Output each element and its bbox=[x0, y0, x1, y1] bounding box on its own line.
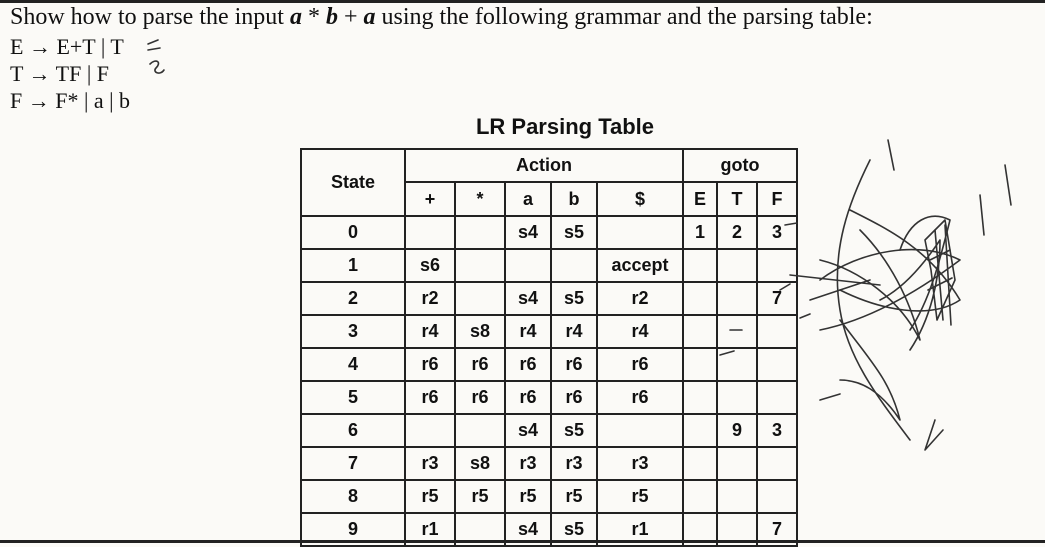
cell-T bbox=[717, 249, 757, 282]
table-row bbox=[301, 447, 797, 480]
cell-state: 5 bbox=[301, 381, 405, 414]
cell-a: r6 bbox=[505, 348, 551, 381]
cell-F bbox=[757, 447, 797, 480]
col-header-star: * bbox=[455, 182, 505, 216]
table-row bbox=[301, 381, 797, 414]
cell-E bbox=[683, 381, 717, 414]
cell-plus: r2 bbox=[405, 282, 455, 315]
cell-plus: r3 bbox=[405, 447, 455, 480]
cell-star: r6 bbox=[455, 381, 505, 414]
cell-plus: s6 bbox=[405, 249, 455, 282]
cell-dollar: r5 bbox=[597, 480, 683, 513]
cell-b: s5 bbox=[551, 513, 597, 546]
cell-plus bbox=[405, 216, 455, 249]
col-header-E: E bbox=[683, 182, 717, 216]
cell-plus: r6 bbox=[405, 381, 455, 414]
cell-dollar: r2 bbox=[597, 282, 683, 315]
table-row bbox=[301, 348, 797, 381]
state-header: State bbox=[301, 149, 405, 216]
cell-state: 0 bbox=[301, 216, 405, 249]
cell-dollar: r4 bbox=[597, 315, 683, 348]
cell-E bbox=[683, 414, 717, 447]
lr-parsing-table bbox=[300, 148, 798, 547]
cell-dollar: r3 bbox=[597, 447, 683, 480]
cell-E bbox=[683, 447, 717, 480]
cell-plus: r4 bbox=[405, 315, 455, 348]
col-header-T: T bbox=[717, 182, 757, 216]
table-row bbox=[301, 249, 797, 282]
cell-plus: r5 bbox=[405, 480, 455, 513]
cell-state: 1 bbox=[301, 249, 405, 282]
col-header-a: a bbox=[505, 182, 551, 216]
cell-F: 7 bbox=[757, 513, 797, 546]
problem-op-times: * bbox=[301, 4, 326, 30]
cell-a: s4 bbox=[505, 216, 551, 249]
cell-b: r4 bbox=[551, 315, 597, 348]
col-header-F: F bbox=[757, 182, 797, 216]
cell-T: 9 bbox=[717, 414, 757, 447]
grammar-rule-F: F → F* | a | b bbox=[10, 88, 131, 113]
cell-b: r3 bbox=[551, 447, 597, 480]
cell-star: s8 bbox=[455, 447, 505, 480]
cell-a: s4 bbox=[505, 513, 551, 546]
cell-state: 9 bbox=[301, 513, 405, 546]
cell-T: 2 bbox=[717, 216, 757, 249]
table-row bbox=[301, 414, 797, 447]
action-header: Action bbox=[405, 149, 683, 182]
cell-E bbox=[683, 480, 717, 513]
cell-state: 4 bbox=[301, 348, 405, 381]
margin-mark-2 bbox=[150, 61, 164, 73]
cell-T bbox=[717, 381, 757, 414]
problem-var-b: b bbox=[325, 4, 338, 30]
cell-plus bbox=[405, 414, 455, 447]
cell-b: s5 bbox=[551, 282, 597, 315]
cell-b: r6 bbox=[551, 381, 597, 414]
cell-T bbox=[717, 282, 757, 315]
cell-E: 1 bbox=[683, 216, 717, 249]
cell-F: 7 bbox=[757, 282, 797, 315]
grammar-rules bbox=[10, 33, 130, 114]
cell-E bbox=[683, 348, 717, 381]
cell-E bbox=[683, 282, 717, 315]
cell-star: r5 bbox=[455, 480, 505, 513]
cell-star: r6 bbox=[455, 348, 505, 381]
cell-state: 2 bbox=[301, 282, 405, 315]
table-row bbox=[301, 315, 797, 348]
cell-a: s4 bbox=[505, 414, 551, 447]
table-row bbox=[301, 216, 797, 249]
cell-b: r6 bbox=[551, 348, 597, 381]
problem-op-plus: + bbox=[337, 4, 364, 30]
table-title: LR Parsing Table bbox=[475, 114, 655, 139]
grammar-rule-E: E → E+T | T bbox=[10, 34, 124, 59]
cell-plus: r6 bbox=[405, 348, 455, 381]
table-body bbox=[301, 216, 797, 546]
cell-a: r3 bbox=[505, 447, 551, 480]
cell-dollar: r6 bbox=[597, 381, 683, 414]
table-header-row bbox=[301, 149, 797, 182]
cell-dollar: r6 bbox=[597, 348, 683, 381]
col-header-dollar: $ bbox=[597, 182, 683, 216]
cell-dollar bbox=[597, 414, 683, 447]
cell-F: 3 bbox=[757, 216, 797, 249]
cell-state: 8 bbox=[301, 480, 405, 513]
cell-T bbox=[717, 447, 757, 480]
cell-F bbox=[757, 348, 797, 381]
problem-statement bbox=[10, 3, 873, 31]
cell-b: s5 bbox=[551, 216, 597, 249]
cell-a: r4 bbox=[505, 315, 551, 348]
col-header-plus: + bbox=[405, 182, 455, 216]
cell-star bbox=[455, 216, 505, 249]
grammar-rule-T: T → TF | F bbox=[10, 61, 109, 86]
cell-T bbox=[717, 315, 757, 348]
problem-suffix: using the following grammar and the parsing table: bbox=[375, 4, 873, 30]
goto-header: goto bbox=[683, 149, 797, 182]
cell-state: 7 bbox=[301, 447, 405, 480]
cell-b bbox=[551, 249, 597, 282]
cell-a bbox=[505, 249, 551, 282]
cell-F: 3 bbox=[757, 414, 797, 447]
cell-dollar: r1 bbox=[597, 513, 683, 546]
cell-a: r6 bbox=[505, 381, 551, 414]
cell-dollar bbox=[597, 216, 683, 249]
problem-var-a: a bbox=[289, 4, 302, 30]
cell-E bbox=[683, 249, 717, 282]
problem-prefix: Show how to parse the input bbox=[10, 4, 290, 30]
margin-mark-1 bbox=[148, 40, 160, 50]
cell-b: r5 bbox=[551, 480, 597, 513]
bottom-border bbox=[0, 540, 1045, 543]
cell-a: r5 bbox=[505, 480, 551, 513]
cell-T bbox=[717, 480, 757, 513]
cell-T bbox=[717, 348, 757, 381]
table-row bbox=[301, 282, 797, 315]
cell-dollar: accept bbox=[597, 249, 683, 282]
cell-star bbox=[455, 282, 505, 315]
col-header-b: b bbox=[551, 182, 597, 216]
cell-F bbox=[757, 480, 797, 513]
problem-var-a2: a bbox=[363, 4, 376, 30]
cell-plus: r1 bbox=[405, 513, 455, 546]
table-row bbox=[301, 480, 797, 513]
cell-state: 6 bbox=[301, 414, 405, 447]
cell-F bbox=[757, 249, 797, 282]
cell-E bbox=[683, 315, 717, 348]
cell-state: 3 bbox=[301, 315, 405, 348]
cell-b: s5 bbox=[551, 414, 597, 447]
cell-star bbox=[455, 249, 505, 282]
cell-star bbox=[455, 414, 505, 447]
cell-F bbox=[757, 381, 797, 414]
cell-F bbox=[757, 315, 797, 348]
cell-star: s8 bbox=[455, 315, 505, 348]
cell-a: s4 bbox=[505, 282, 551, 315]
